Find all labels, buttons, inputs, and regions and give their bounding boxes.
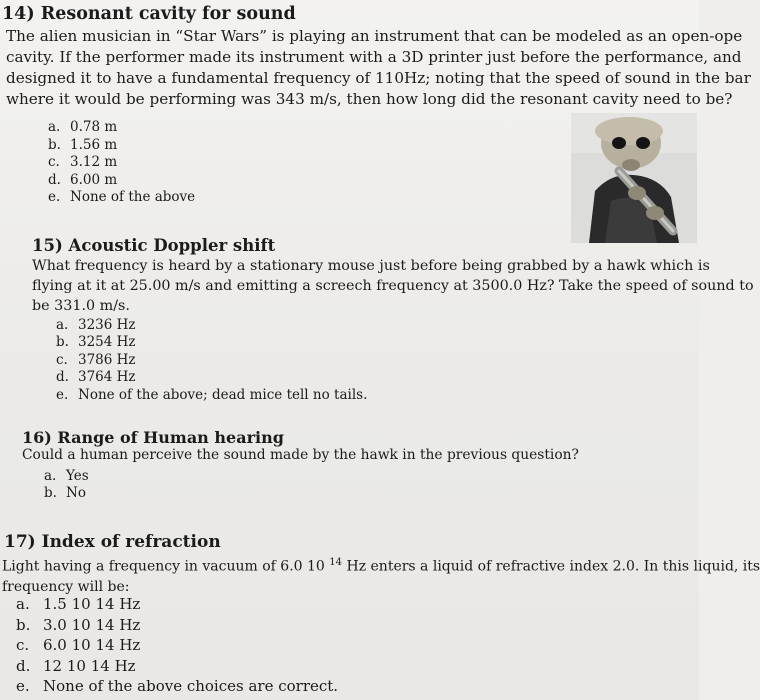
- answer-option: a. 0.78 m: [48, 119, 118, 135]
- question-16-options: [44, 468, 89, 502]
- text-line: flying at it at 25.00 m/s and emitting a screech frequency at 3500.0 Hz? Take the speed of sound to: [32, 278, 754, 294]
- answer-option: d. 6.00 m: [48, 171, 118, 188]
- answer-option: b. 3254 Hz: [56, 334, 136, 351]
- answer-option: d. 3764 Hz: [56, 369, 136, 386]
- question-14-title: 14) Resonant cavity for sound: [2, 4, 296, 24]
- answer-option: d. 12 10 14 Hz: [16, 656, 136, 675]
- text-line: cavity. If the performer made its instrument with a 3D printer just before the performance, and: [6, 48, 742, 66]
- text-line: designed it to have a fundamental frequency of 110Hz; noting that the speed of sound in the bar: [6, 69, 751, 87]
- alien-musician-image: [571, 113, 697, 243]
- answer-option: a. 3236 Hz: [56, 317, 136, 333]
- question-14-text: [6, 26, 751, 110]
- question-16-text: [22, 446, 579, 465]
- answer-option: a. 1.5 10 14 Hz: [16, 595, 141, 613]
- text-line: The alien musician in “Star Wars” is playing an instrument that can be modeled as an open-ope: [6, 27, 743, 45]
- alien-musician-photo: [571, 113, 697, 243]
- text-line: frequency will be:: [2, 578, 130, 595]
- question-15-title: 15) Acoustic Doppler shift: [32, 236, 276, 255]
- text-line: Could a human perceive the sound made by the hawk in the previous question?: [22, 447, 579, 463]
- answer-option: c. 3.12 m: [48, 154, 118, 170]
- answer-option: c. 6.0 10 14 Hz: [16, 636, 141, 654]
- answer-option: e. None of the above choices are correct.: [16, 677, 339, 695]
- text-line: What frequency is heard by a stationary mouse just before being grabbed by a hawk which is: [32, 258, 710, 274]
- text-line: Light having a frequency in vacuum of 6.0 10 $^{14}$ Hz enters a liquid of refractive index 2.0. In this liquid, its: [2, 557, 760, 575]
- answer-option: e. None of the above; dead mice tell no tails.: [56, 386, 368, 403]
- answer-option: b. 3.0 10 14 Hz: [16, 615, 141, 634]
- question-15-options: [56, 317, 367, 404]
- question-17-title: 17) Index of refraction: [4, 532, 221, 552]
- text-line: be 331.0 m/s.: [32, 298, 130, 314]
- question-17-options: [16, 594, 338, 697]
- answer-option: e. None of the above: [48, 189, 196, 205]
- question-16-title: 16) Range of Human hearing: [22, 428, 284, 447]
- answer-option: a. Yes: [44, 468, 89, 484]
- question-17-text: [2, 553, 760, 597]
- answer-option: b. No: [44, 485, 86, 501]
- question-15-text: [32, 256, 754, 316]
- question-14-options: [48, 119, 195, 207]
- answer-option: b. 1.56 m: [48, 136, 118, 153]
- answer-option: c. 3786 Hz: [56, 351, 136, 368]
- text-line: where it would be performing was 343 m/s, then how long did the resonant cavity need to be?: [6, 90, 733, 108]
